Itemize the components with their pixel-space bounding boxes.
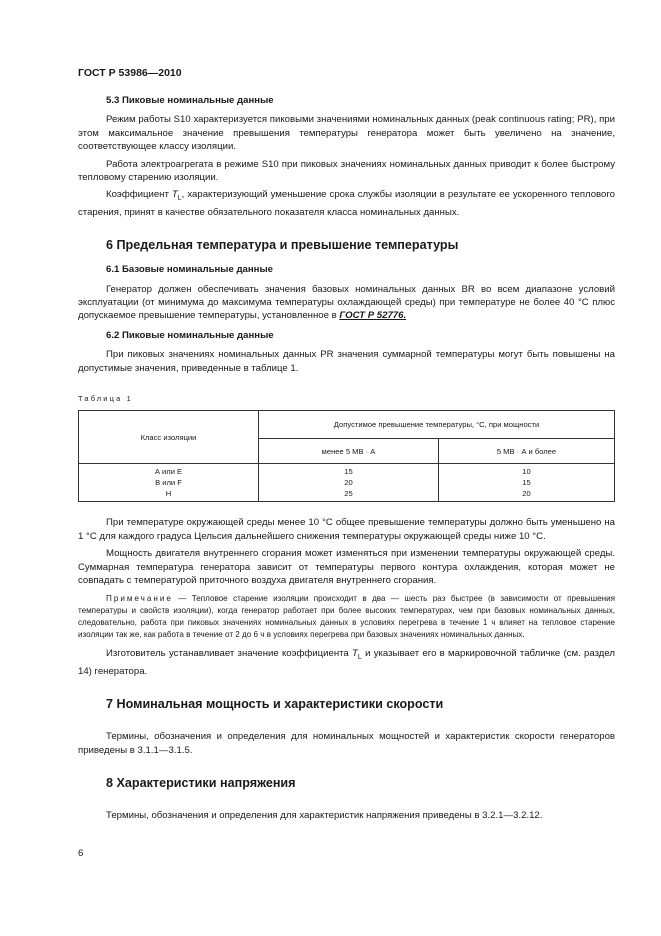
text-fragment: и указывает его в маркировочной табличке (см. раздел 14) генератора. [78,648,615,677]
paragraph: Режим работы S10 характеризуется пиковыми значениями номинальных данных (peak continuous rating; PR), при этом максимальное значение превышения температуры генератора может быть увеличено на значение, соответствующее классу изоляции. [78,114,615,153]
document-header: ГОСТ Р 53986—2010 [78,67,182,79]
paragraph: При температуре окружающей среды менее 10 °С общее превышение температуры должно быть уменьшено на 1 °С для каждого градуса Цельсия дальнейшего снижения температуры окружающей среды ниже 10 °С. [78,517,615,542]
table-caption: Таблица 1 [78,394,133,403]
table-header-less5: менее 5 МВ · А [259,439,439,464]
paragraph [78,647,615,678]
note-text: — Тепловое старение изоляции происходит в два — шесть раз быстрее (в зависимости от превышения температуры и свойств изоляции), когда генератор работает при более высоких температурах, чем при базовых номинальных данных, следовательно, работа при пиковых значениях номинальных данных в условиях перегрева в течение 1 ч влияет на тепловое старение изоляции так же, как работа в течение от 2 до 6 ч в условиях перегрева при базовых значениях номинальных данных. [78,594,615,640]
paragraph: Мощность двигателя внутреннего сгорания может изменяться при изменении температуры окружающей среды. Суммарная температура генератора зависит от температуры первого контура охлаждения, которая может не совпадать с температурой приточного воздуха двигателя внутреннего сгорания. [78,548,615,587]
note [78,593,615,641]
paragraph [78,188,615,219]
table-header-class: Класс изоляции [79,411,259,464]
table-1 [78,410,615,502]
paragraph [78,283,615,323]
table-header-more5: 5 МВ · А и более [439,439,615,464]
note-label: Примечание [106,594,173,604]
document-body [78,90,615,822]
subsection-5-3-title: 5.3 Пиковые номинальные данные [106,95,274,106]
paragraph: Работа электроагрегата в режиме S10 при пиковых значениях номинальных данных приводит к более быстрому тепловому старению изоляции. [78,158,615,184]
tl-symbol: T [352,648,358,660]
text-fragment: , характеризующий уменьшение срока службы изоляции в результате ее ускоренного теплового старения, принят в качестве обязательного показателя класса номинальных данных. [78,189,616,218]
tl-subscript: L [177,195,182,203]
table-cell-more5: 10 15 20 [439,464,615,502]
section-6-title: 6 Предельная температура и превышение температуры [106,238,459,253]
gost-reference-link[interactable]: ГОСТ Р 52776. [339,310,407,322]
subsection-6-1-title: 6.1 Базовые номинальные данные [106,264,274,276]
text-fragment: Коэффициент [106,189,172,201]
text-fragment: Изготовитель устанавливает значение коэффициента [106,648,353,660]
paragraph: Термины, обозначения и определения для номинальных мощностей и характеристик скорости генераторов приведены в 3.1.1—3.1.5. [78,731,615,756]
table-header-rise: Допустимое превышение температуры, °С, при мощности [259,411,615,439]
text-fragment: Генератор должен обеспечивать значения базовых номинальных данных BR во всем диапазоне условий эксплуатации (от минимума до максимума температуры охлаждающей среды) при температуре не более 40 °С плюс допускаемое превышение температуры, установленное в [78,283,615,322]
tl-subscript: L [357,654,362,662]
subsection-6-2-title: 6.2 Пиковые номинальные данные [106,329,274,341]
paragraph: При пиковых значениях номинальных данных PR значения суммарной температуры могут быть повышены на допустимые значения, приведенные в таблице 1. [78,349,615,374]
paragraph: Термины, обозначения и определения для характеристик напряжения приведены в 3.2.1—3.2.12. [106,809,543,821]
section-8-title: 8 Характеристики напряжения [106,775,296,790]
table-cell-classes: А или Е В или F Н [79,464,259,502]
section-7-title: 7 Номинальная мощность и характеристики скорости [106,697,444,712]
page-number: 6 [78,848,84,859]
table-cell-less5: 15 20 25 [259,464,439,502]
tl-symbol: T [171,189,178,201]
